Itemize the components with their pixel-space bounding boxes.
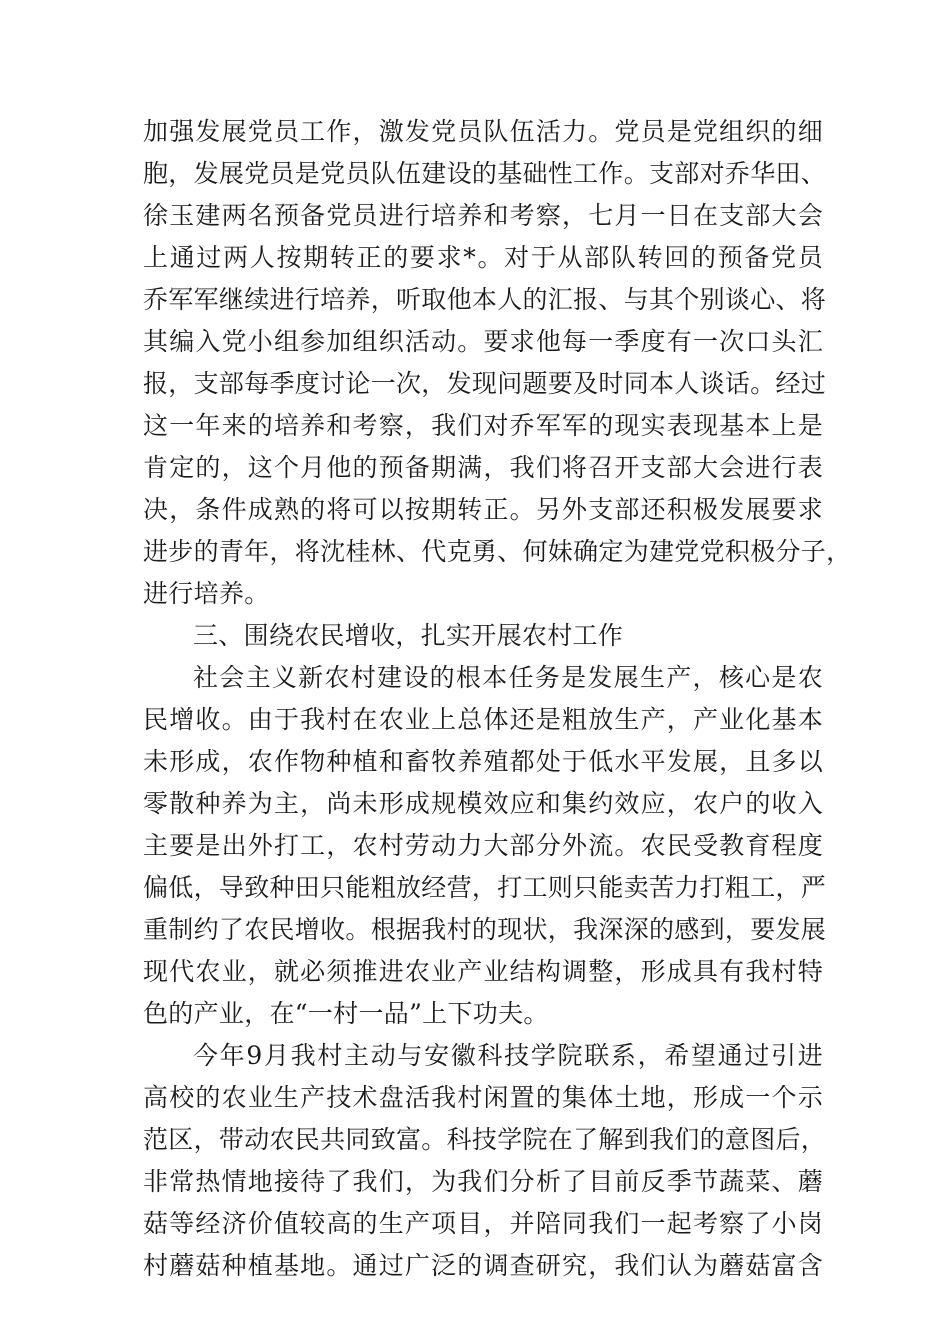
text-line: 非常热情地接待了我们，为我们分析了目前反季节蔬菜、蘑 (143, 1167, 823, 1196)
text-line: 上通过两人按期转正的要求*。对于从部队转回的预备党员 (143, 243, 823, 272)
text-line: 村蘑菇种植基地。通过广泛的调查研究，我们认为蘑菇富含 (143, 1251, 823, 1280)
text-line: 色的产业，在“一村一品”上下功夫。 (143, 999, 549, 1028)
text-line: 主要是出外打工，农村劳动力大部分外流。农民受教育程度 (143, 831, 823, 860)
text-line: 加强发展党员工作，激发党员队伍活力。党员是党组织的细 (143, 117, 823, 146)
text-line: 零散种养为主，尚未形成规模效应和集约效应，农户的收入 (143, 789, 823, 818)
text-line: 其编入党小组参加组织活动。要求他每一季度有一次口头汇 (143, 327, 823, 356)
text-line: 进行培养。 (143, 579, 270, 608)
text-line: 现代农业，就必须推进农业产业结构调整，形成具有我村特 (143, 957, 823, 986)
text-line: 肯定的，这个月他的预备期满，我们将召开支部大会进行表 (143, 453, 823, 482)
text-line: 范区，带动农民共同致富。科技学院在了解到我们的意图后， (143, 1125, 827, 1154)
text-line: 这一年来的培养和考察，我们对乔军军的现实表现基本上是 (143, 411, 823, 440)
text-line: 乔军军继续进行培养，听取他本人的汇报、与其个别谈心、将 (143, 285, 827, 314)
text-line: 胞，发展党员是党员队伍建设的基础性工作。支部对乔华田、 (143, 159, 827, 188)
text-line: 进步的青年，将沈桂林、代克勇、何妹确定为建党党积极分子， (143, 537, 852, 566)
text-line: 未形成，农作物种植和畜牧养殖都处于低水平发展，且多以 (143, 747, 823, 776)
text-line: 报，支部每季度讨论一次，发现问题要及时同本人谈话。经过 (143, 369, 827, 398)
section-heading: 三、围绕农民增收，扎实开展农村工作 (193, 621, 624, 650)
text-line: 决，条件成熟的将可以按期转正。另外支部还积极发展要求 (143, 495, 823, 524)
text-line: 菇等经济价值较高的生产项目，并陪同我们一起考察了小岗 (143, 1209, 823, 1238)
text-line: 民增收。由于我村在农业上总体还是粗放生产，产业化基本 (143, 705, 823, 734)
text-line: 徐玉建两名预备党员进行培养和考察，七月一日在支部大会 (143, 201, 823, 230)
text-line: 重制约了农民增收。根据我村的现状，我深深的感到，要发展 (143, 915, 827, 944)
text-line: 偏低，导致种田只能粗放经营，打工则只能卖苦力打粗工，严 (143, 873, 827, 902)
text-line: 高校的农业生产技术盘活我村闲置的集体土地，形成一个示 (143, 1083, 823, 1112)
text-line: 社会主义新农村建设的根本任务是发展生产，核心是农 (193, 663, 823, 692)
text-line: 今年9月我村主动与安徽科技学院联系，希望通过引进 (193, 1041, 823, 1070)
